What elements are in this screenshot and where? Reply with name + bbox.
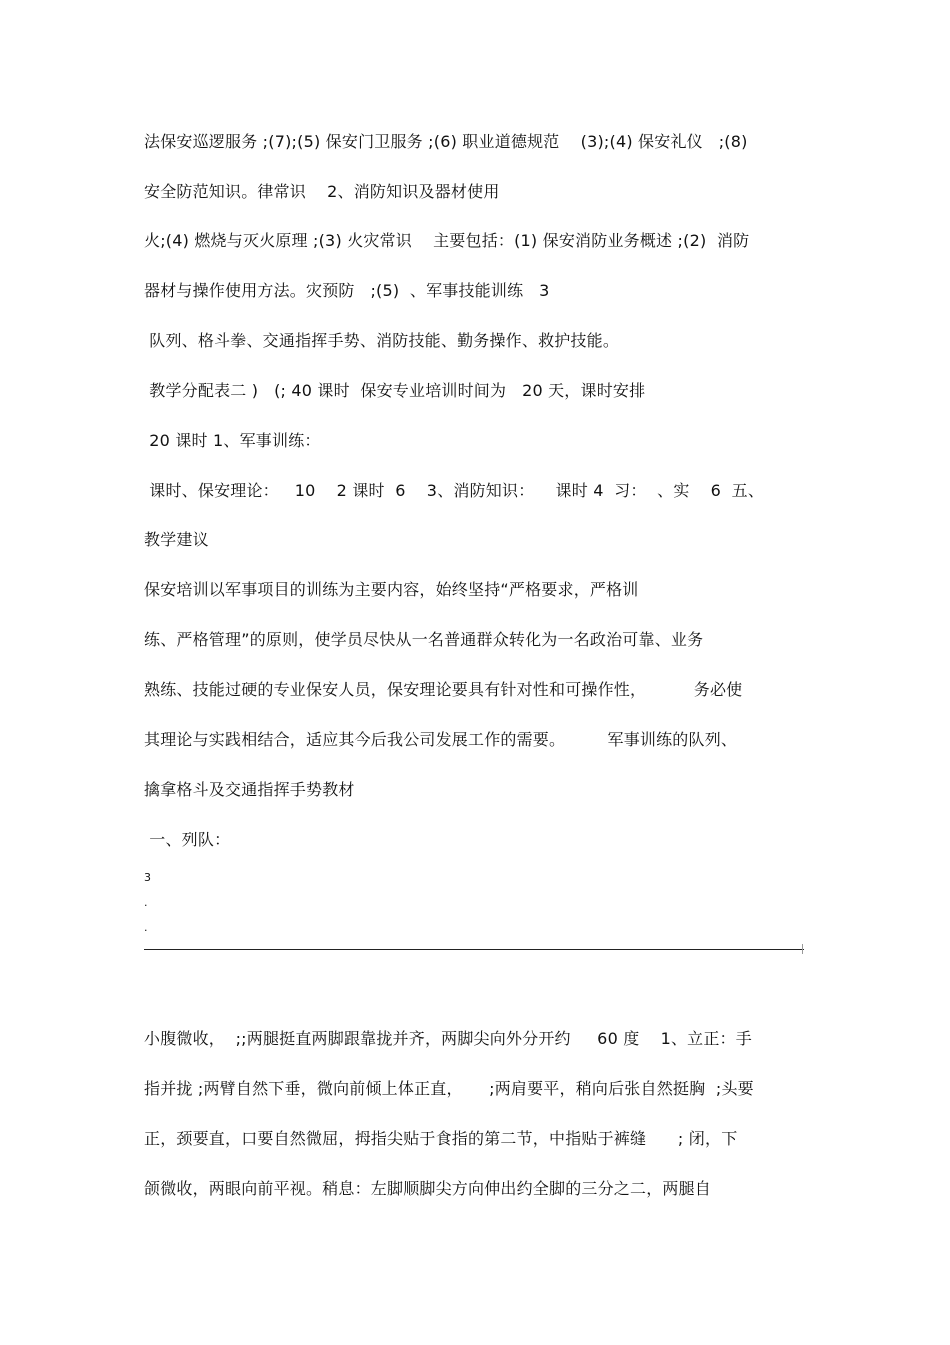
section-heading: 教学建议 xyxy=(144,530,209,549)
body-text-line: 课时、保安理论： 10 2 课时 6 3、消防知识： 课时 4 习： 、实 6 五、 xyxy=(144,481,765,500)
body-text-line: 其理论与实践相结合，适应其今后我公司发展工作的需要。 军事训练的队列、 xyxy=(144,730,738,749)
body-text-line: 练、严格管理”的原则，使学员尽快从一名普通群众转化为一名政治可靠、业务 xyxy=(144,630,704,649)
body-text-line: 20 课时 1、军事训练： xyxy=(144,431,321,450)
body-text-line: 火;(4) 燃烧与灭火原理 ;(3) 火灾常识 主要包括：(1) 保安消防业务概述 ;(2) 消防 xyxy=(144,231,750,250)
body-text-line: 正，颈要直，口要自然微屈，拇指尖贴于食指的第二节，中指贴于裤缝 ; 闭，下 xyxy=(144,1129,738,1148)
body-text-line: 小腹微收， ;;两腿挺直两脚跟靠拢并齐，两脚尖向外分开约 60 度 1、立正：手 xyxy=(144,1029,752,1048)
body-text-line: 擒拿格斗及交通指挥手势教材 xyxy=(144,780,355,799)
section-heading: 一、列队： xyxy=(144,830,231,849)
body-text-line: 熟练、技能过硬的专业保安人员，保安理论要具有针对性和可操作性， 务必使 xyxy=(144,680,743,699)
body-text-line: 保安培训以军事项目的训练为主要内容，始终坚持“严格要求，严格训 xyxy=(144,580,639,599)
body-text-line: 队列、格斗拳、交通指挥手势、消防技能、勤务操作、救护技能。 xyxy=(144,331,620,350)
body-text-line: 颌微收，两眼向前平视。稍息：左脚顺脚尖方向伸出约全脚的三分之二，两腿自 xyxy=(144,1179,712,1198)
body-text-line: 安全防范知识。律常识 2、消防知识及器材使用 xyxy=(144,182,500,201)
body-text-line: 器材与操作使用方法。灾预防 ;(5) 、军事技能训练 3 xyxy=(144,281,550,300)
body-text-line: 教学分配表二 ) (; 40 课时 保安专业培训时间为 20 天，课时安排 xyxy=(144,381,646,400)
footer-dot: . xyxy=(144,921,148,934)
page-divider xyxy=(144,949,804,950)
footer-dot: . xyxy=(144,896,148,909)
body-text-line: 指并拢 ;两臂自然下垂，微向前倾上体正直， ;两肩要平，稍向后张自然挺胸 ;头要 xyxy=(144,1079,754,1098)
body-text-line: 法保安巡逻服务 ;(7);(5) 保安门卫服务 ;(6) 职业道德规范 (3);(4) 保安礼仪 ;(8) xyxy=(144,132,748,151)
page-number: 3 xyxy=(144,871,151,884)
page-divider-edge xyxy=(802,944,803,954)
